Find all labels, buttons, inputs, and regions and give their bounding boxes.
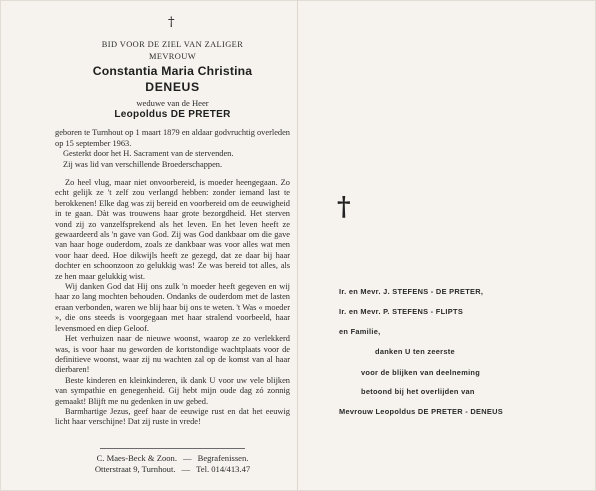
printer-phone: Tel. 014/413.47 [196,463,251,474]
prayer-line: BID VOOR DE ZIEL VAN ZALIGER [101,40,244,49]
printer-address: Otterstraat 9, Turnhout. [94,463,176,474]
thanks-text-line: voor de blijken van deelneming [361,368,481,377]
title-line: MEVROUW [149,52,196,61]
eulogy-paragraph: Barmhartige Jezus, geef haar de eeuwige rust en dat het eeuwig licht haar verschijne! Dat zij ruste in vrede! [55,406,290,427]
eulogy-paragraph: Wij danken God dat Hij ons zulk 'n moeder heeft gegeven en wij haar zo lang mochten behouden. Ondanks de ouderdom met de lasten eraan verbonden, waren we blij haar bij ons te weten. 't Was « moeder », die ons steeds is voorgegaan met haar stralend voorbeeld, haar levensmoed en diep Geloof. [55,282,290,333]
printer-name: C. Maes-Beck & Zoon. [96,453,177,463]
printer-footer [55,453,290,474]
husband-name: Leopoldus DE PRETER [114,109,231,120]
card-fold [297,0,298,491]
bio-line: geboren te Turnhout op 1 maart 1879 en aldaar godvruchtig overleden op 15 september 1963. [55,128,290,148]
footer-divider [100,448,245,449]
left-panel [55,0,290,491]
printer-service: Begrafenissen. [197,453,249,463]
thanks-text-line: danken U ten zeerste [375,347,455,356]
widow-line: weduwe van de Heer [136,98,209,108]
thanks-text-line: betoond bij het overlijden van [361,387,475,396]
bio-line: Zij was lid van verschillende Broederschappen. [63,159,223,169]
eulogy-text [55,178,290,428]
footer-row [55,453,290,464]
deceased-first-names: Constantia Maria Christina [92,64,253,78]
thanks-deceased-line: Mevrouw Leopoldus DE PRETER - DENEUS [339,407,503,416]
cross-icon: † [168,15,175,30]
thanks-family-line: Ir. en Mevr. P. STEFENS - FLIPTS [339,307,464,316]
footer-dash: — [181,463,191,474]
eulogy-paragraph: Het verhuizen naar de nieuwe woonst, waarop ze zo verlekkerd was, is voor haar nu geworden de kortstondige wachtplaats voor de definitieve woonst, waar zij nu wachten zal op de komst van al haar dierbaren! [55,334,290,375]
bio-line: Gesterkt door het H. Sacrament van de stervenden. [63,149,234,158]
footer-dash: — [183,453,192,463]
thanks-family-line: en Familie, [339,327,381,336]
thanks-family-line: Ir. en Mevr. J. STEFENS - DE PRETER, [339,287,484,296]
cross-icon: † [337,192,351,222]
eulogy-paragraph: Zo heel vlug, maar niet onvoorbereid, is moeder heengegaan. Zo echt gelijk ze 't zelf zou verlangd hebben: zonder iemand last te berokkenen! Elke dag was zij bereid en voorbereid om de eeuwigheid in te gaan. Dàt was trouwens haar grote bezorgdheid. Het sterven vond zij zo vanzelfsprekend als het leven. En het leven heeft ze gewaardeerd als 'n gave van God. Zij was God dankbaar om die gave van haar hoge ouderdom, zoals ze dankbaar was voor alles wat men voor haar deed. Hoe dikwijls heeft ze gezegd, dat ze daar bij haar dochter en schoonzoon zo gelukkig was! Ze was bereid tot alles, als ze hen maar gelukkig wist. [55,178,290,281]
bio-block [55,128,290,170]
deceased-surname: DENEUS [145,80,200,94]
footer-row [55,464,290,475]
right-panel [335,0,575,491]
eulogy-paragraph: Beste kinderen en kleinkinderen, ik dank U voor uw vele blijken van sympathie en genegenheid. Gij hebt mijn oude dag zó zonnig gemaakt! Blijft me nu gedenken in uw gebed. [55,375,290,406]
